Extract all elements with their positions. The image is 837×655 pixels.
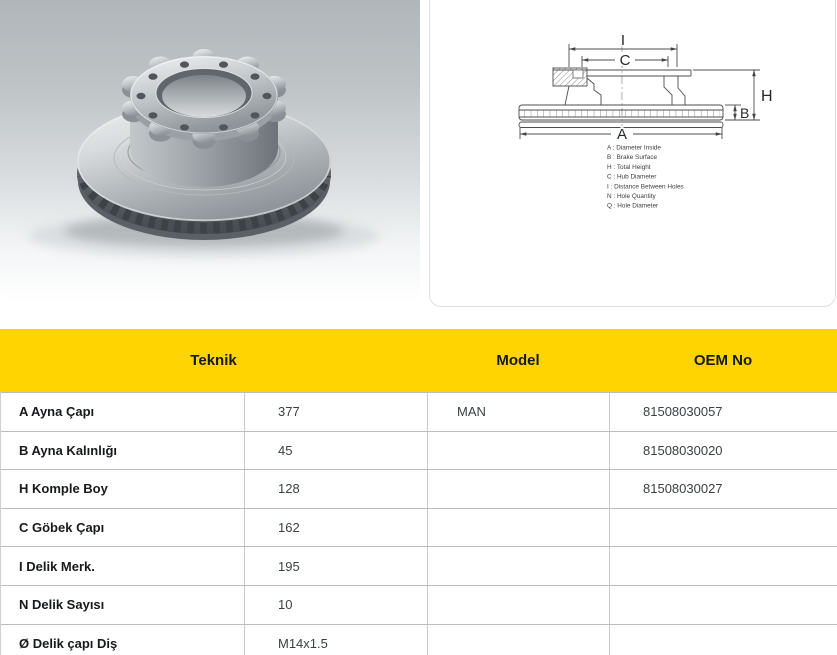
table-row: [1, 546, 837, 585]
spec-table-header: [0, 329, 837, 392]
legend-line: Q : Hole Diameter: [607, 202, 659, 210]
spec-label: B Ayna Kalınlığı: [1, 432, 245, 470]
spec-oem: [610, 547, 837, 585]
spec-value: 10: [245, 586, 428, 624]
table-row: [1, 392, 837, 431]
spec-value: 377: [245, 393, 428, 431]
spec-value: 45: [245, 432, 428, 470]
table-row: [1, 624, 837, 655]
spec-label: N Delik Sayısı: [1, 586, 245, 624]
table-row: [1, 585, 837, 624]
legend-line: H : Total Height: [607, 163, 651, 171]
legend-line: I : Distance Between Holes: [607, 183, 684, 191]
spec-model: [428, 625, 610, 655]
spec-label: H Komple Boy: [1, 470, 245, 508]
spec-oem: 81508030020: [643, 442, 723, 458]
spec-oem: [610, 586, 837, 624]
spec-model: [428, 547, 610, 585]
legend-line: C : Hub Diameter: [607, 173, 657, 181]
spec-model: [428, 586, 610, 624]
dim-label-a: A: [616, 126, 628, 143]
spec-label: I Delik Merk.: [1, 547, 245, 585]
spec-value: M14x1.5: [245, 625, 428, 655]
spec-model: MAN: [428, 393, 610, 431]
dim-label-h: H: [761, 88, 773, 105]
legend-line: B : Brake Surface: [607, 154, 658, 162]
spec-model: [428, 470, 610, 508]
spec-value: 128: [245, 470, 428, 508]
dimension-diagram-panel: [429, 0, 836, 307]
legend-line: A : Diameter Inside: [607, 144, 661, 152]
dim-label-c: C: [619, 52, 631, 69]
spec-table-body: [0, 392, 837, 655]
brake-disc-diagram: [430, 0, 835, 307]
table-row: [1, 508, 837, 547]
column-header-oem: OEM No: [693, 352, 753, 369]
spec-oem: [610, 625, 837, 655]
spec-label: C Göbek Çapı: [1, 509, 245, 547]
spec-oem: 81508030027: [643, 481, 723, 497]
spec-model: [428, 509, 610, 547]
table-row: [1, 469, 837, 508]
brake-disc-photo: [0, 0, 420, 303]
product-photo-panel: [0, 0, 420, 303]
spec-oem: 81508030057: [643, 404, 723, 420]
spec-label: Ø Delik çapı Diş: [1, 625, 245, 655]
spec-oem: [610, 509, 837, 547]
column-header-model: Model: [496, 352, 540, 369]
dim-label-b: B: [740, 105, 750, 121]
spec-value: 195: [245, 547, 428, 585]
spec-value: 162: [245, 509, 428, 547]
legend-line: N : Hole Quantity: [607, 193, 656, 200]
spec-label: A Ayna Çapı: [1, 393, 245, 431]
column-header-teknik: Teknik: [190, 352, 237, 369]
dim-label-i: I: [620, 32, 626, 49]
spec-model: [428, 432, 610, 470]
table-row: [1, 431, 837, 470]
